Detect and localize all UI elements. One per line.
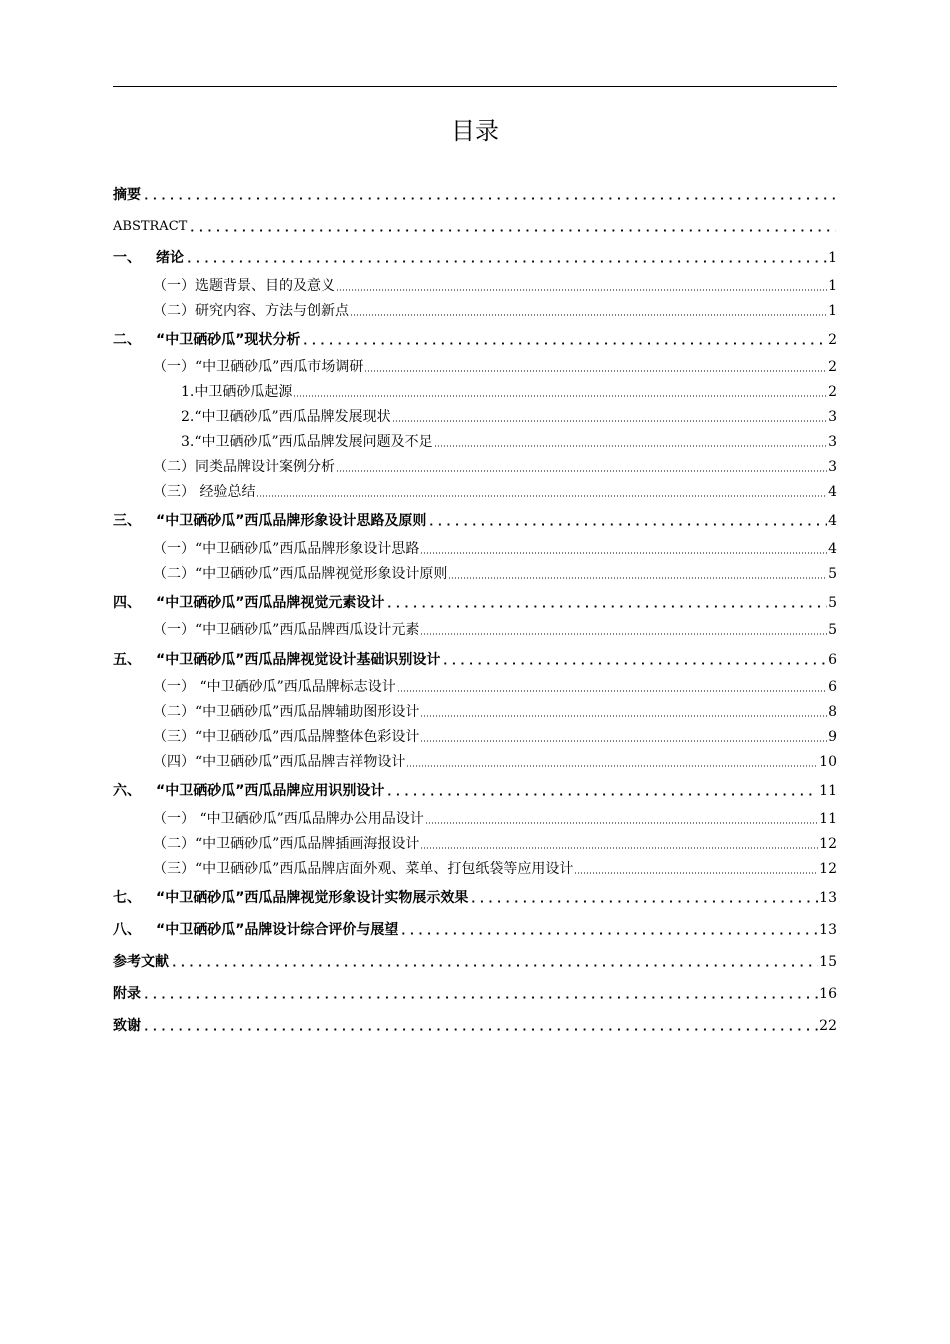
toc-entry-page: 5 bbox=[828, 566, 837, 582]
toc-entry-section-5-1[interactable] bbox=[153, 677, 837, 697]
toc-entry-page: 15 bbox=[819, 954, 837, 970]
dot-leader bbox=[425, 822, 818, 824]
toc-entry-abstract-en[interactable] bbox=[113, 216, 837, 238]
toc-entry-page: 5 bbox=[828, 595, 837, 611]
toc-entry-label: （二）“中卫硒砂瓜”西瓜品牌辅助图形设计 bbox=[153, 704, 420, 720]
toc-entry-label: （一）“中卫硒砂瓜”西瓜品牌形象设计思路 bbox=[153, 541, 420, 557]
toc-entry-label: “中卫硒砂瓜”品牌设计综合评价与展望 bbox=[156, 922, 399, 938]
toc-entry-label: （一）“中卫硒砂瓜”西瓜品牌西瓜设计元素 bbox=[153, 622, 420, 638]
dot-leader bbox=[399, 932, 818, 935]
dot-leader bbox=[293, 395, 827, 397]
toc-entry-page: 2 bbox=[828, 332, 837, 348]
toc-entry-label: （二）同类品牌设计案例分析 bbox=[153, 459, 335, 475]
header-rule bbox=[113, 86, 837, 87]
toc-entry-subsection-2-1-2[interactable] bbox=[181, 407, 837, 427]
toc-entry-label: （二）研究内容、方法与创新点 bbox=[153, 303, 349, 319]
toc-title: 目录 bbox=[451, 117, 499, 145]
dot-leader bbox=[170, 964, 818, 967]
toc-entry-references[interactable] bbox=[113, 951, 837, 973]
toc-entry-label: “中卫硒砂瓜”西瓜品牌视觉元素设计 bbox=[156, 595, 385, 611]
toc-entry-page: 4 bbox=[828, 484, 837, 500]
toc-entry-chapter-8[interactable] bbox=[113, 919, 837, 941]
toc-entry-page: 13 bbox=[819, 922, 837, 938]
toc-entry-page: 12 bbox=[819, 861, 837, 877]
toc-entry-chapter-4[interactable] bbox=[113, 592, 837, 614]
toc-entry-section-2-1[interactable] bbox=[153, 357, 837, 377]
toc-entry-chapter-1[interactable] bbox=[113, 247, 837, 269]
toc-entry-section-4-1[interactable] bbox=[153, 620, 837, 640]
toc-entry-page: 3 bbox=[828, 434, 837, 450]
toc-entry-section-6-2[interactable] bbox=[153, 834, 837, 854]
toc-entry-section-1-1[interactable] bbox=[153, 276, 837, 296]
toc-entry-page: 2 bbox=[828, 384, 837, 400]
toc-entry-page: 3 bbox=[828, 459, 837, 475]
dot-leader bbox=[385, 793, 818, 796]
dot-leader bbox=[420, 633, 827, 635]
toc-entry-page: 2 bbox=[828, 359, 837, 375]
dot-leader bbox=[142, 1028, 818, 1031]
toc-entry-label: 参考文献 bbox=[113, 954, 169, 970]
toc-entry-page: 3 bbox=[828, 409, 837, 425]
chapter-number: 八、 bbox=[113, 922, 141, 938]
dot-leader bbox=[427, 523, 827, 526]
toc-entry-label: （一）“中卫硒砂瓜”西瓜市场调研 bbox=[153, 359, 364, 375]
chapter-number: 六、 bbox=[113, 783, 141, 799]
dot-leader bbox=[397, 690, 827, 692]
toc-entry-section-2-2[interactable] bbox=[153, 457, 837, 477]
toc-entry-section-3-2[interactable] bbox=[153, 564, 837, 584]
dot-leader bbox=[434, 445, 827, 447]
dot-leader bbox=[469, 900, 818, 903]
toc-entry-label: （三） 经验总结 bbox=[153, 484, 256, 500]
toc-entry-chapter-3[interactable] bbox=[113, 510, 837, 532]
dot-leader bbox=[420, 847, 818, 849]
dot-leader bbox=[350, 314, 827, 316]
toc-entry-page: 12 bbox=[819, 836, 837, 852]
toc-entry-chapter-5[interactable] bbox=[113, 649, 837, 671]
toc-entry-page: 1 bbox=[828, 250, 837, 266]
toc-entry-label: “中卫硒砂瓜”西瓜品牌视觉形象设计实物展示效果 bbox=[156, 890, 469, 906]
chapter-number: 一、 bbox=[113, 250, 141, 266]
toc-entry-section-5-2[interactable] bbox=[153, 702, 837, 722]
toc-entry-acknowledgements[interactable] bbox=[113, 1015, 837, 1037]
dot-leader bbox=[392, 420, 827, 422]
dot-leader bbox=[142, 197, 836, 200]
dot-leader bbox=[256, 495, 827, 497]
dot-leader bbox=[420, 740, 827, 742]
toc-entry-label: “中卫硒砂瓜”西瓜品牌形象设计思路及原则 bbox=[156, 513, 427, 529]
toc-entry-page: 4 bbox=[828, 541, 837, 557]
chapter-number: 五、 bbox=[113, 652, 141, 668]
toc-entry-section-5-4[interactable] bbox=[153, 752, 837, 772]
toc-entry-label: （一） “中卫硒砂瓜”西瓜品牌标志设计 bbox=[153, 679, 396, 695]
toc-entry-label: 2.“中卫硒砂瓜”西瓜品牌发展现状 bbox=[181, 409, 391, 425]
toc-entry-label: 绪论 bbox=[156, 250, 184, 266]
toc-entry-label: （三）“中卫硒砂瓜”西瓜品牌店面外观、菜单、打包纸袋等应用设计 bbox=[153, 861, 574, 877]
dot-leader bbox=[188, 229, 836, 232]
dot-leader bbox=[448, 577, 827, 579]
toc-entry-page: 11 bbox=[819, 783, 837, 799]
toc-entry-chapter-6[interactable] bbox=[113, 780, 837, 802]
toc-entry-subsection-2-1-3[interactable] bbox=[181, 432, 837, 452]
dot-leader bbox=[142, 996, 818, 999]
chapter-number: 三、 bbox=[113, 513, 141, 529]
toc-entry-abstract-cn[interactable] bbox=[113, 184, 837, 206]
toc-entry-page: 6 bbox=[828, 679, 837, 695]
toc-entry-page: 10 bbox=[819, 754, 837, 770]
chapter-number: 二、 bbox=[113, 332, 141, 348]
toc-entry-page: 8 bbox=[828, 704, 837, 720]
toc-entry-appendix[interactable] bbox=[113, 983, 837, 1005]
toc-entry-page: 1 bbox=[828, 303, 837, 319]
toc-entry-page: 4 bbox=[828, 513, 837, 529]
toc-entry-section-3-1[interactable] bbox=[153, 539, 837, 559]
toc-entry-label: ABSTRACT bbox=[113, 219, 188, 234]
toc-entry-chapter-2[interactable] bbox=[113, 329, 837, 351]
chapter-number: 四、 bbox=[113, 595, 141, 611]
toc-entry-label: （一）选题背景、目的及意义 bbox=[153, 278, 335, 294]
toc-entry-label: （二）“中卫硒砂瓜”西瓜品牌插画海报设计 bbox=[153, 836, 420, 852]
dot-leader bbox=[336, 289, 827, 291]
toc-entry-chapter-7[interactable] bbox=[113, 887, 837, 909]
toc-entry-label: 致谢 bbox=[113, 1018, 141, 1034]
toc-entry-label: “中卫硒砂瓜”现状分析 bbox=[156, 332, 301, 348]
toc-entry-section-5-3[interactable] bbox=[153, 727, 837, 747]
toc-entry-label: “中卫硒砂瓜”西瓜品牌应用识别设计 bbox=[156, 783, 385, 799]
toc-entry-label: 附录 bbox=[113, 986, 141, 1002]
toc-entry-section-6-1[interactable] bbox=[153, 809, 837, 829]
toc-entry-section-1-2[interactable] bbox=[153, 301, 837, 321]
toc-entry-label: （二）“中卫硒砂瓜”西瓜品牌视觉形象设计原则 bbox=[153, 566, 448, 582]
toc-entry-label: “中卫硒砂瓜”西瓜品牌视觉设计基础识别设计 bbox=[156, 652, 441, 668]
toc-entry-page: 9 bbox=[828, 729, 837, 745]
dot-leader bbox=[185, 260, 827, 263]
dot-leader bbox=[420, 552, 827, 554]
toc-entry-page: 22 bbox=[819, 1018, 837, 1034]
toc-entry-section-2-3[interactable] bbox=[153, 482, 837, 502]
dot-leader bbox=[336, 470, 827, 472]
dot-leader bbox=[406, 765, 818, 767]
toc-entry-label: 摘要 bbox=[113, 187, 141, 203]
toc-entry-label: （三）“中卫硒砂瓜”西瓜品牌整体色彩设计 bbox=[153, 729, 420, 745]
toc-entry-page: 6 bbox=[828, 652, 837, 668]
chapter-number: 七、 bbox=[113, 890, 141, 906]
toc-entry-subsection-2-1-1[interactable] bbox=[181, 382, 837, 402]
toc-entry-page: 13 bbox=[819, 890, 837, 906]
dot-leader bbox=[385, 605, 827, 608]
dot-leader bbox=[301, 342, 827, 345]
dot-leader bbox=[364, 370, 827, 372]
toc-entry-label: 3.“中卫硒砂瓜”西瓜品牌发展问题及不足 bbox=[181, 434, 433, 450]
toc-entry-label: （一） “中卫硒砂瓜”西瓜品牌办公用品设计 bbox=[153, 811, 424, 827]
toc-entry-page: 5 bbox=[828, 622, 837, 638]
dot-leader bbox=[441, 662, 827, 665]
toc-entry-section-6-3[interactable] bbox=[153, 859, 837, 879]
toc-entry-page: 16 bbox=[819, 986, 837, 1002]
toc-entry-page: 11 bbox=[819, 811, 837, 827]
toc-entry-label: （四）“中卫硒砂瓜”西瓜品牌吉祥物设计 bbox=[153, 754, 406, 770]
dot-leader bbox=[420, 715, 827, 717]
toc-entry-page: 1 bbox=[828, 278, 837, 294]
toc-entry-label: 1.中卫硒砂瓜起源 bbox=[181, 384, 293, 400]
dot-leader bbox=[574, 872, 818, 874]
